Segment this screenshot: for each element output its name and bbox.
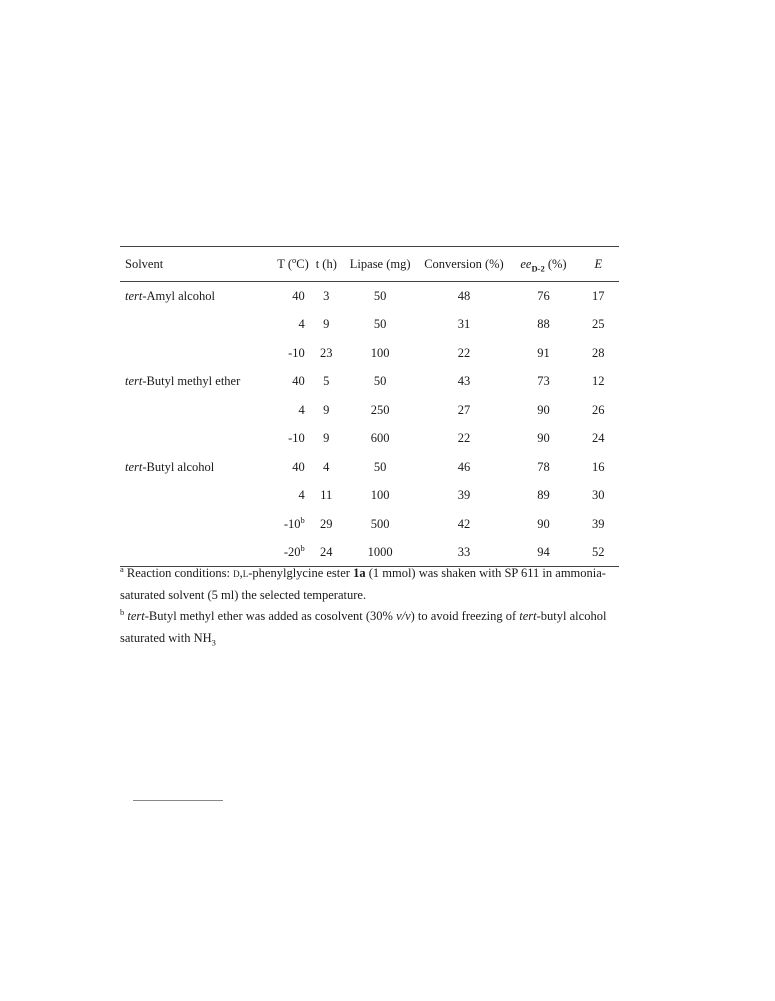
header-lipase: Lipase (mg) (342, 247, 419, 282)
header-row (120, 247, 619, 282)
cell-e: 16 (592, 459, 605, 474)
cell-temperature: -10$^b$ (283, 514, 305, 531)
cell-temperature: 40 (292, 288, 305, 303)
cell-lipase: 1000 (342, 538, 419, 567)
cell-lipase: 100 (370, 345, 390, 360)
cell-lipase: 50 (373, 374, 387, 388)
cell-solvent (120, 396, 261, 425)
results-table (120, 246, 619, 567)
cell-e: 28 (592, 345, 605, 360)
cell-e: 30 (592, 488, 605, 502)
cell-conversion: 43 (457, 374, 471, 388)
cell-lipase: 100 (370, 488, 390, 502)
table-row (120, 481, 619, 510)
footnote-a: $^a$ Reaction conditions: d,l-phenylglycine ester 1a (1 mmol) was shaken with SP 611 in ammonia-saturated solvent (5 ml) the selected temperature. (120, 563, 606, 602)
header-conversion: Conversion (%) (418, 247, 509, 282)
cell-time: 9 (323, 402, 330, 417)
cell-e: 25 (592, 317, 605, 331)
cell-conversion: 27 (457, 402, 471, 417)
cell-lipase: 50 (373, 317, 387, 331)
cell-time: 11 (320, 488, 333, 502)
cell-time: 3 (323, 288, 330, 303)
cell-temperature: 40 (292, 459, 305, 474)
cell-lipase: 50 (373, 288, 387, 303)
cell-conversion: 42 (457, 516, 471, 531)
results-table-container (120, 246, 619, 567)
cell-conversion: 31 (457, 317, 471, 331)
cell-solvent (120, 310, 261, 339)
cell-ee: 90 (537, 516, 550, 531)
cell-time: 29 (320, 516, 333, 531)
cell-ee: 89 (537, 488, 550, 502)
cell-e: 26 (592, 402, 605, 417)
cell-e: 39 (592, 516, 605, 531)
cell-solvent: tert-Amyl alcohol (125, 288, 215, 303)
table-body (120, 282, 619, 567)
cell-conversion: 22 (457, 431, 471, 445)
header-temperature: T ($^o$C) (261, 247, 311, 282)
cell-temperature: -10 (288, 431, 305, 445)
cell-lipase: 500 (370, 516, 390, 531)
cell-time: 5 (323, 374, 330, 388)
table-row (120, 424, 619, 453)
cell-lipase: 250 (370, 402, 390, 417)
cell-ee: 73 (537, 374, 550, 388)
footnote-separator-rule (133, 800, 223, 801)
footnote-b: $^b$ tert-Butyl methyl ether was added as cosolvent (30% v/v) to avoid freezing of tert-butyl alcohol saturated with $NH_3$ (120, 606, 607, 647)
cell-solvent (120, 339, 261, 368)
cell-solvent (120, 481, 261, 510)
table-row (120, 339, 619, 368)
cell-lipase: 50 (373, 459, 387, 474)
cell-e: 52 (578, 538, 619, 567)
cell-ee: 78 (537, 459, 550, 474)
cell-solvent: tert-Butyl methyl ether (125, 374, 241, 388)
cell-time: 23 (320, 345, 333, 360)
table-row (120, 310, 619, 339)
cell-time: 24 (311, 538, 342, 567)
cell-conversion: 33 (418, 538, 509, 567)
cell-ee: 94 (509, 538, 577, 567)
cell-conversion: 39 (457, 488, 471, 502)
footnote-b-marker: b (120, 606, 125, 617)
header-solvent: Solvent (120, 247, 261, 282)
cell-e: 17 (592, 288, 605, 303)
cell-temperature: 4 (298, 488, 305, 502)
cell-time: 9 (323, 431, 330, 445)
cell-ee: 88 (537, 317, 550, 331)
cell-conversion: 46 (457, 459, 471, 474)
cell-temperature: -10 (288, 345, 305, 360)
header-ee: $ee_{D-2}$ (%) (509, 247, 577, 282)
cell-e: 12 (592, 374, 605, 388)
cell-ee: 91 (537, 345, 550, 360)
cell-temperature: 40 (292, 374, 305, 388)
cell-solvent (120, 424, 261, 453)
table-row (120, 282, 619, 311)
cell-ee: 90 (537, 402, 550, 417)
cell-solvent: tert-Butyl alcohol (125, 459, 215, 474)
cell-e: 24 (592, 431, 605, 445)
cell-temperature: 4 (298, 402, 305, 417)
cell-conversion: 48 (457, 288, 471, 303)
table-row (120, 396, 619, 425)
cell-ee: 76 (537, 288, 550, 303)
table-row (120, 453, 619, 482)
cell-temperature: -20$^b$ (261, 538, 311, 567)
cell-solvent (120, 510, 261, 539)
table-header (120, 247, 619, 282)
header-time: t (h) (311, 247, 342, 282)
cell-ee: 90 (537, 431, 550, 445)
cell-conversion: 22 (457, 345, 471, 360)
cell-time: 4 (323, 459, 330, 474)
table-row (120, 367, 619, 396)
table-row (120, 510, 619, 539)
cell-lipase: 600 (370, 431, 390, 445)
footnote-a-marker: a (120, 563, 124, 574)
table-footnotes (120, 563, 640, 649)
header-e: E (578, 247, 619, 282)
cell-time: 9 (323, 317, 330, 331)
cell-temperature: 4 (298, 317, 305, 331)
